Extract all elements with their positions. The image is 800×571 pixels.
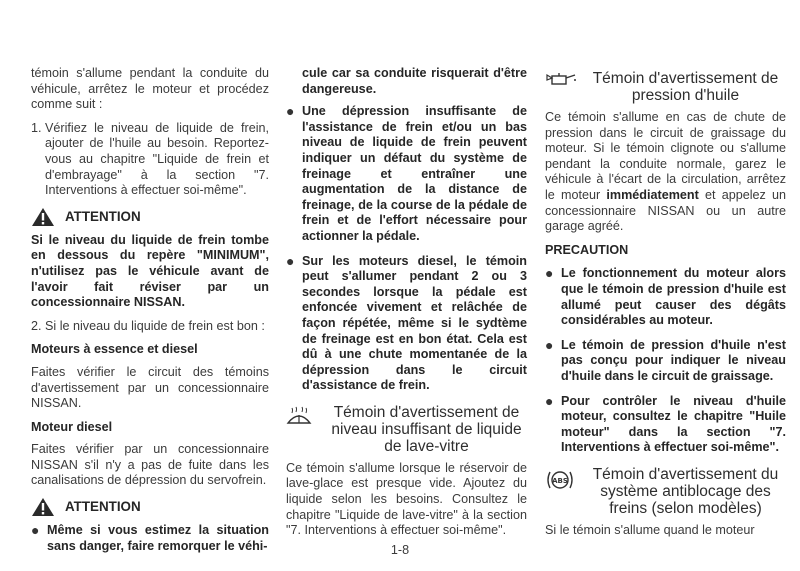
column-left <box>31 66 269 563</box>
page-number: 1-8 <box>390 543 410 557</box>
subheading: Moteurs à essence et diesel <box>31 342 198 357</box>
paragraph: témoin s'allume pendant la conduite du véhicule, arrêtez le moteur et procédez comme suit : <box>31 66 269 112</box>
attention-label: ATTENTION <box>65 499 141 515</box>
warning-triangle-icon <box>31 207 55 227</box>
oil-can-icon <box>545 71 577 87</box>
column-middle <box>286 66 527 547</box>
section-heading <box>545 70 786 104</box>
bullet-text: Même si vous estimez la situation sans danger, faire remorquer le véhi- <box>47 523 269 553</box>
bullet-text: Le fonctionnement du moteur alors que le témoin de pression d'huile est allumé peut causer des dégâts considérables au moteur. <box>561 266 786 328</box>
bullet-icon: ● <box>545 336 554 353</box>
bullet-text: cule car sa conduite risquerait d'être dangereuse. <box>302 66 527 96</box>
washer-fluid-icon <box>286 405 312 427</box>
paragraph: Ce témoin s'allume lorsque le réservoir de lave-glace est presque vide. Ajoutez du liquide selon les besoins. Consultez le chapitre "Liquide de lave-vitre" à la section "7. Interventions à effectuer soi-même". <box>286 460 527 538</box>
column-right <box>545 70 786 546</box>
bullet-item <box>286 104 527 244</box>
bullet-icon: ● <box>545 265 554 282</box>
bullet-text: Sur les moteurs diesel, le témoin peut s'allumer pendant 2 ou 3 secondes lorsque la pédale est enfoncée vivement et relâchée de façon répétée, même si le sydtème de freinage est en bon état. Cela est dû à une chute momentanée de la dépression dans le circuit d'assistance de frein. <box>302 253 527 393</box>
bullet-icon: ● <box>286 252 295 269</box>
bullet-item <box>286 254 527 394</box>
text-part: et appelez un concessionnaire NISSAN ou un autre garage agréé. <box>545 187 787 234</box>
precaution-label: PRECAUTION <box>545 242 629 257</box>
attention-label: ATTENTION <box>65 208 141 224</box>
abs-icon <box>545 467 575 493</box>
bullet-item <box>545 394 786 456</box>
bullet-icon: ● <box>545 392 554 409</box>
paragraph: 2. Si le niveau du liquide de frein est bon : <box>31 318 265 333</box>
paragraph <box>545 110 786 235</box>
heading-text: Témoin d'avertissement de niveau insuffisant de liquide de lave-vitre <box>331 403 522 455</box>
bullet-item <box>545 266 786 328</box>
section-heading <box>545 466 786 517</box>
bullet-text: Une dépression insuffisante de l'assistance de frein et/ou un bas niveau de liquide de frein peuvent indiquer un défaut du système de freinage et entraîner une augmentation de la distance de freinage, de la course de la pédale de frein et de l'effort nécessaire pour actionner la pédale. <box>302 104 527 243</box>
paragraph: Faites vérifier le circuit des témoins d'avertissement par un concessionnaire NISSAN. <box>31 364 269 411</box>
item-number: 1. <box>31 120 42 135</box>
bullet-item <box>286 66 527 97</box>
bullet-text: Le témoin de pression d'huile n'est pas conçu pour indiquer le niveau d'huile dans le circuit de graissage. <box>561 337 786 383</box>
item-text: Vérifiez le niveau de liquide de frein, ajouter de l'huile au besoin. Reportez-vous au chapitre "Liquide de frein et d'embrayage" à la section "7. Interventions à effectuer soi-même". <box>45 120 269 198</box>
numbered-item <box>31 121 269 199</box>
svg-text:ABS: ABS <box>552 476 568 485</box>
bullet-text: Pour contrôler le niveau d'huile moteur, consultez le chapitre "Huile moteur" dans la section "7. Interventions à effectuer soi-même". <box>561 393 786 455</box>
paragraph: Si le témoin s'allume quand le moteur <box>545 522 755 537</box>
bullet-icon: ● <box>286 103 295 120</box>
bullet-icon: ● <box>31 522 40 539</box>
attention-header <box>31 497 269 517</box>
text-part: Ce témoin s'allume en cas de chute de pression dans le circuit de graissage du moteur. Si le témoin clignote ou s'allume pendant la conduite normale, garez le véhicule à l'écart de la circulation, arrêtez le moteur <box>545 110 786 202</box>
paragraph: Faites vérifier par un concessionnaire NISSAN s'il n'y a pas de fuite dans les canalisations de dépression du servofrein. <box>31 442 269 488</box>
subheading: Moteur diesel <box>31 419 113 434</box>
warning-text: Si le niveau du liquide de frein tombe en dessous du repère "MINIMUM", n'utilisez pas le véhicule avant de l'avoir fait réviser par un concessionnaire NISSAN. <box>31 232 269 310</box>
emphasis-text: immédiatement <box>606 187 699 202</box>
bullet-item <box>545 338 786 385</box>
section-heading <box>286 404 527 455</box>
warning-triangle-icon <box>31 497 55 517</box>
heading-text: Témoin d'avertissement de pression d'huile <box>592 70 779 104</box>
attention-header <box>31 207 269 227</box>
heading-text: Témoin d'avertissement du système antiblocage des freins (selon modèles) <box>592 465 779 517</box>
